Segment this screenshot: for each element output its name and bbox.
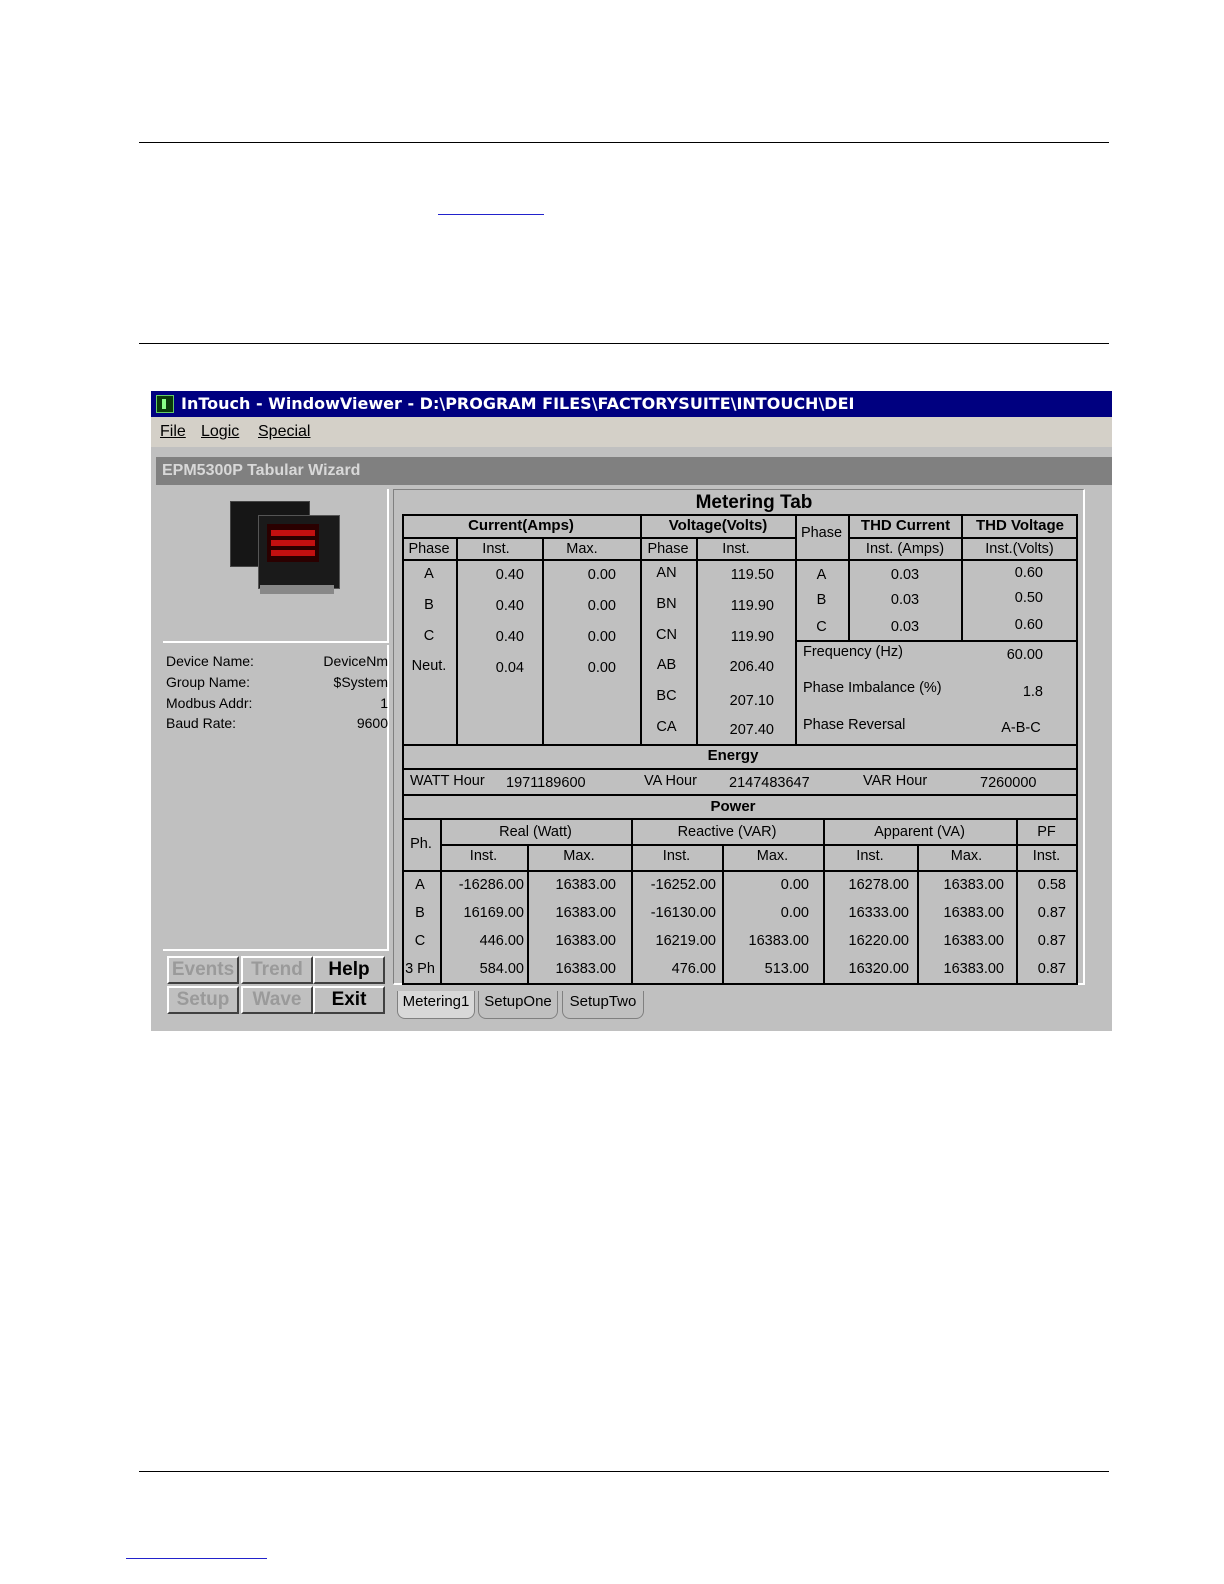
power-cell-react-inst: -16130.00: [650, 905, 716, 921]
power-cell-react-max: 0.00: [780, 877, 809, 893]
frequency-value: 60.00: [1006, 647, 1043, 663]
panel-title: EPM5300P Tabular Wizard: [156, 457, 1112, 485]
reactive-header: Reactive (VAR): [677, 824, 777, 840]
current-row-phase: Neut.: [411, 658, 447, 674]
power-cell-pf: 0.87: [1037, 961, 1066, 977]
voltage-row-phase: BC: [656, 688, 677, 704]
imbalance-value: 1.8: [1022, 684, 1043, 700]
voltage-row-phase: CA: [656, 719, 677, 735]
power-cell-real-max: 16383.00: [555, 877, 616, 893]
page-rule-bottom: [139, 1471, 1109, 1472]
thd-row-phase: C: [816, 619, 827, 635]
watt-hour-value: 1971189600: [506, 775, 586, 791]
exit-button[interactable]: Exit: [313, 986, 385, 1014]
thd-row-phase: B: [816, 592, 827, 608]
baud-rate-value: 9600: [356, 715, 388, 731]
reactive-max-col: Max.: [756, 848, 789, 864]
imbalance-label: Phase Imbalance (%): [803, 680, 942, 696]
current-row-max: 0.00: [587, 629, 616, 645]
tab-setupone[interactable]: SetupOne: [478, 991, 558, 1019]
voltage-phase-col: Phase: [647, 541, 689, 557]
voltage-row-inst: 119.90: [730, 629, 774, 645]
power-cell-react-max: 16383.00: [748, 933, 809, 949]
device-name-value: DeviceNm: [323, 653, 388, 669]
voltage-row-inst: 207.40: [729, 722, 774, 738]
thd-voltage-header: THD Voltage: [975, 517, 1065, 534]
apparent-inst-col: Inst.: [856, 848, 884, 864]
real-max-col: Max.: [563, 848, 595, 864]
document-link[interactable]: [438, 214, 544, 215]
power-cell-react-max: 0.00: [780, 905, 809, 921]
current-row-phase: C: [423, 628, 435, 644]
power-cell-real-inst: 584.00: [479, 961, 524, 977]
power-cell-react-inst: 16219.00: [655, 933, 716, 949]
voltage-row-inst: 206.40: [729, 659, 774, 675]
power-cell-pf: 0.87: [1037, 933, 1066, 949]
watt-hour-label: WATT Hour: [410, 773, 485, 789]
power-cell-app-inst: 16320.00: [848, 961, 909, 977]
footer-link[interactable]: [126, 1558, 267, 1559]
thd-row-voltage: 0.60: [1014, 617, 1043, 633]
thd-row-current: 0.03: [890, 567, 920, 583]
tab-setuptwo[interactable]: SetupTwo: [562, 991, 644, 1019]
current-row-phase: A: [424, 566, 434, 582]
va-hour-value: 2147483647: [729, 775, 810, 791]
apparent-max-col: Max.: [950, 848, 983, 864]
current-max-col: Max.: [566, 541, 598, 557]
frequency-label: Frequency (Hz): [803, 644, 903, 660]
thd-phase-header: Phase: [800, 525, 843, 541]
thd-row-phase: A: [816, 567, 827, 583]
power-cell-real-max: 16383.00: [555, 905, 616, 921]
wave-button[interactable]: Wave: [241, 986, 313, 1014]
reversal-value: A-B-C: [1001, 720, 1041, 736]
power-cell-app-inst: 16278.00: [848, 877, 909, 893]
modbus-addr-label: Modbus Addr:: [166, 695, 253, 711]
voltage-row-inst: 119.50: [730, 567, 774, 583]
power-cell-react-inst: -16252.00: [650, 877, 716, 893]
baud-rate-label: Baud Rate:: [166, 715, 237, 731]
intouch-window: [151, 391, 1112, 1031]
voltage-row-phase: CN: [656, 627, 677, 643]
pf-header: PF: [1037, 824, 1056, 840]
device-image-box: [163, 489, 389, 643]
real-inst-col: Inst.: [469, 848, 498, 864]
reversal-label: Phase Reversal: [803, 717, 906, 733]
trend-button[interactable]: Trend: [241, 956, 313, 984]
metering-title: Metering Tab: [695, 492, 813, 513]
voltage-row-inst: 119.90: [730, 598, 774, 614]
menu-bar: [151, 417, 1112, 447]
va-hour-label: VA Hour: [644, 773, 697, 789]
thd-current-sub: Inst. (Amps): [865, 541, 945, 557]
power-cell-pf: 0.87: [1037, 905, 1066, 921]
thd-row-voltage: 0.50: [1014, 590, 1043, 606]
thd-voltage-sub: Inst.(Volts): [985, 541, 1054, 557]
power-cell-ph: B: [415, 905, 425, 921]
voltage-row-phase: BN: [656, 596, 677, 612]
current-row-max: 0.00: [587, 598, 616, 614]
thd-row-current: 0.03: [890, 619, 920, 635]
power-cell-pf: 0.58: [1037, 877, 1066, 893]
power-cell-ph: C: [414, 933, 426, 949]
setup-button[interactable]: Setup: [167, 986, 239, 1014]
power-cell-app-inst: 16220.00: [848, 933, 909, 949]
thd-row-voltage: 0.60: [1014, 565, 1043, 581]
power-cell-app-max: 16383.00: [943, 877, 1004, 893]
tab-metering1[interactable]: Metering1: [397, 991, 475, 1019]
voltage-row-phase: AN: [656, 565, 677, 581]
menu-logic[interactable]: Logic: [201, 423, 240, 440]
modbus-addr-value: 1: [380, 695, 388, 711]
power-cell-react-inst: 476.00: [671, 961, 716, 977]
power-cell-real-inst: 16169.00: [463, 905, 524, 921]
power-cell-real-inst: -16286.00: [458, 877, 524, 893]
voltage-inst-col: Inst.: [722, 541, 750, 557]
current-row-inst: 0.40: [495, 629, 524, 645]
real-header: Real (Watt): [499, 824, 572, 840]
power-cell-real-max: 16383.00: [555, 961, 616, 977]
meter-device-image: [230, 497, 342, 601]
var-hour-label: VAR Hour: [863, 773, 928, 789]
power-cell-real-inst: 446.00: [479, 933, 524, 949]
window-title: InTouch - WindowViewer - D:\PROGRAM FILES\FACTORYSUITE\INTOUCH\DEI: [181, 394, 855, 413]
voltage-row-phase: AB: [656, 657, 677, 673]
device-name-label: Device Name:: [166, 653, 254, 669]
power-header: Power: [710, 798, 756, 815]
current-inst-col: Inst.: [482, 541, 510, 557]
page-rule-top: [139, 142, 1109, 143]
current-row-inst: 0.04: [495, 660, 524, 676]
menu-special[interactable]: Special: [258, 423, 311, 440]
power-cell-app-max: 16383.00: [943, 961, 1004, 977]
current-row-phase: B: [424, 597, 434, 613]
title-bar[interactable]: [151, 391, 1112, 417]
var-hour-value: 7260000: [980, 775, 1037, 791]
power-cell-app-inst: 16333.00: [848, 905, 909, 921]
group-name-value: $System: [333, 674, 388, 690]
voltage-row-inst: 207.10: [729, 693, 774, 709]
thd-current-header: THD Current: [860, 517, 951, 534]
current-phase-col: Phase: [408, 541, 450, 557]
power-cell-app-max: 16383.00: [943, 933, 1004, 949]
group-name-label: Group Name:: [166, 674, 251, 690]
current-row-inst: 0.40: [495, 598, 524, 614]
current-row-inst: 0.40: [495, 567, 524, 583]
power-ph-col: Ph.: [410, 836, 432, 852]
current-header: Current(Amps): [468, 517, 574, 534]
thd-row-current: 0.03: [890, 592, 920, 608]
events-button[interactable]: Events: [167, 956, 239, 984]
power-cell-ph: A: [415, 877, 425, 893]
device-info-box: [163, 645, 389, 951]
power-cell-ph: 3 Ph: [405, 961, 435, 977]
voltage-header: Voltage(Volts): [668, 517, 768, 534]
current-row-max: 0.00: [587, 660, 616, 676]
energy-header: Energy: [707, 747, 759, 764]
pf-inst-col: Inst.: [1032, 848, 1061, 864]
apparent-header: Apparent (VA): [874, 824, 965, 840]
menu-file[interactable]: File: [160, 423, 186, 440]
page-rule-middle: [139, 343, 1109, 344]
power-cell-real-max: 16383.00: [555, 933, 616, 949]
help-button[interactable]: Help: [313, 956, 385, 984]
power-cell-react-max: 513.00: [764, 961, 809, 977]
reactive-inst-col: Inst.: [662, 848, 691, 864]
app-icon: [156, 395, 174, 413]
power-cell-app-max: 16383.00: [943, 905, 1004, 921]
current-row-max: 0.00: [587, 567, 616, 583]
